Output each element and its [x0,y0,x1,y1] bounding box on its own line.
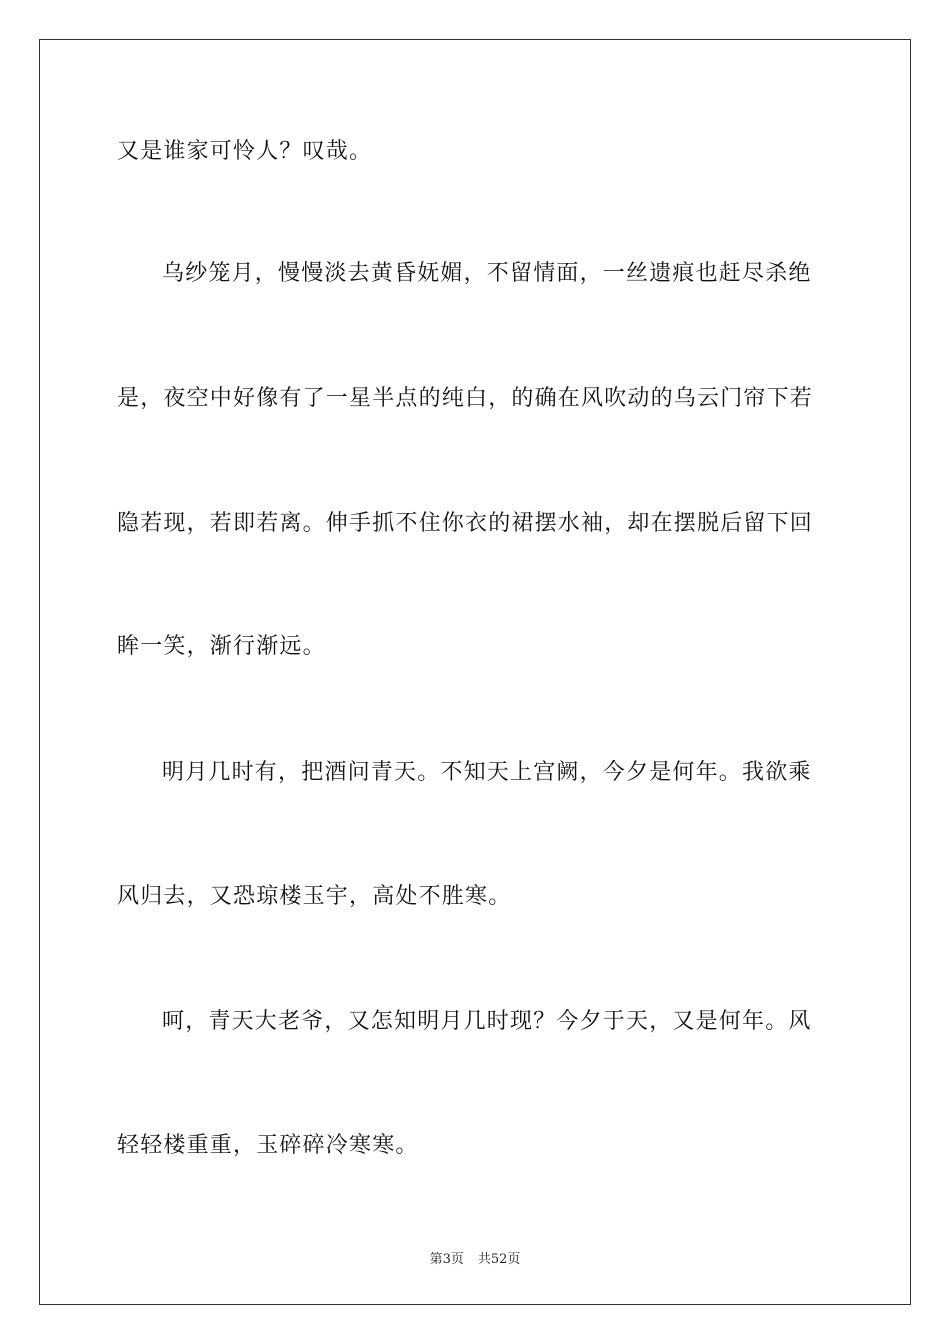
text-line-9: 轻轻楼重重，玉碎碎冷寒寒。 [117,1133,419,1158]
total-pages: 共52页 [477,1252,521,1267]
text-line-4: 隐若现，若即若离。伸手抓不住你衣的裙摆水袖，却在摆脱后留下回 [117,511,814,536]
text-line-7: 风归去，又恐琼楼玉宇，高处不胜寒。 [117,884,512,909]
text-line-3: 是，夜空中好像有了一星半点的纯白，的确在风吹动的乌云门帘下若 [117,386,814,411]
text-line-1: 又是谁家可怜人？叹哉。 [117,139,373,164]
text-line-5: 眸一笑，渐行渐远。 [117,634,326,659]
page-footer [0,1248,950,1267]
text-line-2: 乌纱笼月，慢慢淡去黄昏妩媚，不留情面，一丝遗痕也赶尽杀绝 [162,261,812,286]
text-line-8: 呵，青天大老爷，又怎知明月几时现？今夕于天，又是何年。风 [162,1009,812,1034]
text-line-6: 明月几时有，把酒问青天。不知天上宫阙，今夕是何年。我欲乘 [162,760,812,785]
page-border [39,39,911,1305]
page-number: 第3页 [429,1252,464,1267]
